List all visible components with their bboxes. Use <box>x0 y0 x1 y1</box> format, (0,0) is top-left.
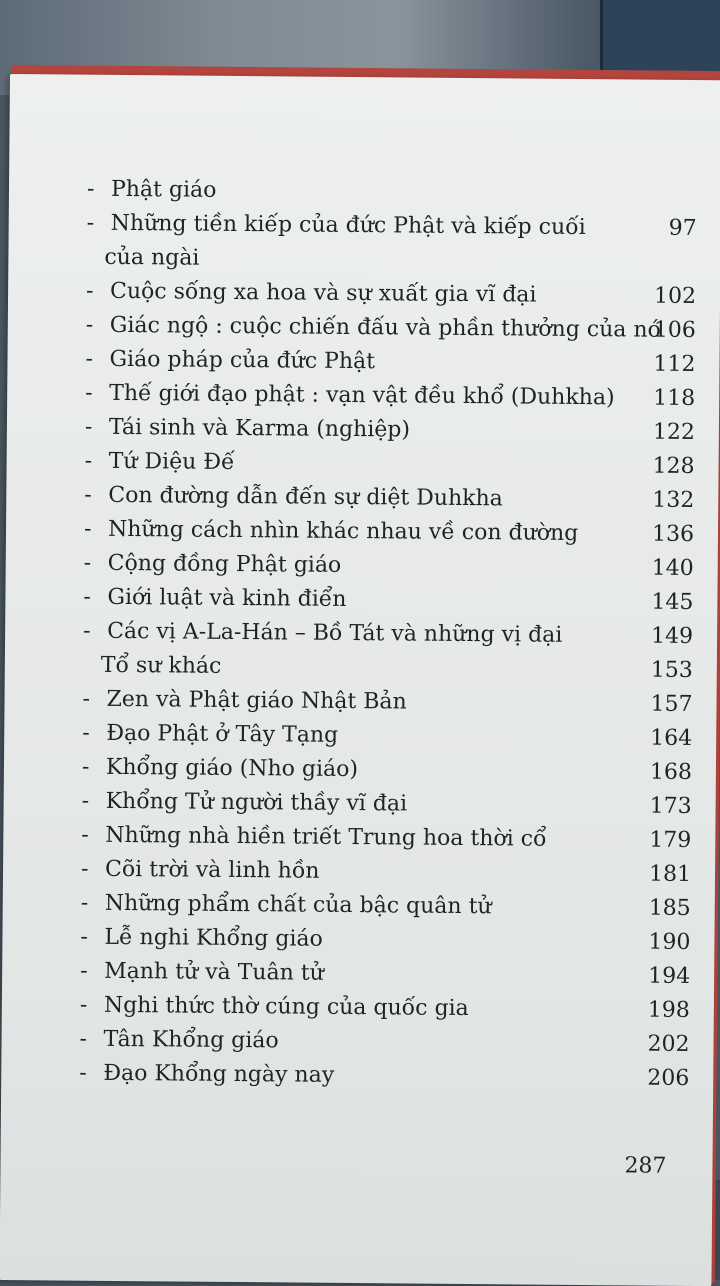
toc-dash: - <box>84 448 93 474</box>
toc-entry-page: 185 <box>648 895 691 921</box>
toc-entry-page: 118 <box>653 385 696 411</box>
toc-entry-page: 181 <box>648 861 692 887</box>
toc-entry <box>82 753 692 788</box>
toc-dash: - <box>85 380 93 406</box>
toc-entry-page: 153 <box>650 657 693 683</box>
toc-entry-title: Những nhà hiền triết Trung hoa thời cổ <box>105 822 547 852</box>
toc-entry <box>86 311 696 346</box>
toc-dash: - <box>80 924 89 950</box>
toc-dash: - <box>79 1060 87 1086</box>
toc-entry-title: Khổng Tử người thầy vĩ đại <box>105 788 408 817</box>
toc-entry-title: Mạnh tử và Tuân tử <box>104 958 324 986</box>
toc-dash: - <box>83 516 92 542</box>
toc-entry-title: Những tiền kiếp của đức Phật và kiếp cuối <box>110 210 586 241</box>
toc-dash: - <box>86 210 95 236</box>
toc-dash: - <box>85 346 94 372</box>
toc-dash: - <box>81 822 89 848</box>
toc-entry-page: 198 <box>647 997 690 1023</box>
toc-entry-title: của ngài <box>104 244 200 271</box>
toc-entry-title: Đạo Phật ở Tây Tạng <box>106 720 339 748</box>
toc-entry-page: 194 <box>648 963 691 989</box>
toc-entry-title: Những phẩm chất của bậc quân tử <box>104 890 492 920</box>
toc-entry-title: Cuộc sống xa hoa và sự xuất gia vĩ đại <box>109 278 537 308</box>
toc-dash: - <box>79 992 88 1018</box>
toc-entry-page: 190 <box>648 929 691 955</box>
toc-entry <box>82 685 692 720</box>
toc-entry-page: 128 <box>652 453 695 479</box>
toc-dash: - <box>83 584 91 610</box>
toc-entry-title: Đạo Khổng ngày nay <box>103 1060 335 1088</box>
toc-entry <box>84 515 694 550</box>
toc-entry-title: Khổng giáo (Nho giáo) <box>105 754 359 783</box>
toc-entry <box>81 889 691 924</box>
toc-dash: - <box>83 550 92 576</box>
toc-entry-title: Tứ Diệu Đế <box>108 448 235 475</box>
toc-entry-page: 149 <box>651 623 694 649</box>
toc-dash: - <box>83 618 91 644</box>
toc-entry-title: Cõi trời và linh hồn <box>104 856 320 884</box>
toc-entry-page: 206 <box>647 1065 690 1091</box>
toc-entry <box>85 379 695 414</box>
toc-entry <box>86 243 696 278</box>
toc-entry-title: Tái sinh và Karma (nghiệp) <box>108 414 411 443</box>
toc-entry-title: Con đường dẫn đến sự diệt Duhkha <box>108 482 503 512</box>
toc-entry-page: 145 <box>651 589 694 615</box>
page-number-folio: 287 <box>624 1153 667 1179</box>
toc-entry-title: Tổ sư khác <box>100 652 222 679</box>
toc-entry <box>87 209 697 244</box>
toc-entry-title: Giới luật và kinh điển <box>107 584 347 612</box>
toc-dash: - <box>82 720 90 746</box>
toc-entry-page: 112 <box>653 351 696 377</box>
toc-entry-title: Nghi thức thờ cúng của quốc gia <box>103 992 469 1022</box>
toc-entry-page: 164 <box>650 725 693 751</box>
toc-dash: - <box>80 890 89 916</box>
toc-entry <box>79 1025 689 1060</box>
toc-dash: - <box>84 414 93 440</box>
toc-entry-title: Những cách nhìn khác nhau về con đường <box>107 516 579 546</box>
toc-entry-title: Tân Khổng giáo <box>103 1026 279 1054</box>
toc-entry-page: 168 <box>649 759 693 785</box>
toc-entry <box>82 787 692 822</box>
toc-entry-title: Thế giới đạo phật : vạn vật đều khổ (Duhkha) <box>109 380 615 411</box>
table-of-contents <box>0 74 720 1286</box>
toc-entry-title: Cộng đồng Phật giáo <box>107 550 342 578</box>
toc-entry <box>83 651 693 686</box>
toc-entry-page: 140 <box>651 555 694 581</box>
toc-entry-title: Các vị A-La-Hán – Bồ Tát và những vị đại <box>107 618 563 648</box>
toc-entry <box>81 821 691 856</box>
toc-dash: - <box>82 686 91 712</box>
toc-entry-page: 122 <box>652 419 696 445</box>
background-book <box>600 0 720 70</box>
toc-entry-page: 136 <box>651 521 695 547</box>
toc-entry-page: 106 <box>653 317 696 343</box>
toc-entry-page: 132 <box>652 487 695 513</box>
toc-entry-page: 102 <box>653 283 697 309</box>
toc-entry-title: Giác ngộ : cuộc chiến đấu và phần thưởng của nó <box>109 312 661 343</box>
toc-entry <box>80 923 690 958</box>
toc-entry <box>82 719 692 754</box>
toc-dash: - <box>86 176 95 202</box>
toc-entry <box>84 481 694 516</box>
toc-entry-page: 202 <box>647 1031 690 1057</box>
toc-dash: - <box>81 754 90 780</box>
toc-entry <box>79 1059 689 1094</box>
toc-entry <box>85 345 695 380</box>
toc-dash: - <box>79 1026 88 1052</box>
toc-entry <box>86 277 696 312</box>
toc-entry-page: 157 <box>650 691 693 717</box>
toc-entry <box>83 617 693 652</box>
toc-entry <box>85 413 695 448</box>
toc-dash: - <box>85 312 94 338</box>
toc-entry <box>83 583 693 618</box>
book-page <box>0 74 720 1286</box>
toc-entry-page: 97 <box>668 215 697 241</box>
toc-entry-title: Zen và Phật giáo Nhật Bản <box>106 686 407 715</box>
toc-entry <box>87 175 697 210</box>
toc-dash: - <box>80 856 89 882</box>
toc-entry-title: Lễ nghi Khổng giáo <box>104 924 323 952</box>
toc-entry-page: 173 <box>649 793 692 819</box>
toc-entry-page: 179 <box>649 827 692 853</box>
toc-dash: - <box>80 958 88 984</box>
toc-entry-title: Giáo pháp của đức Phật <box>109 346 376 375</box>
toc-dash: - <box>85 278 94 304</box>
toc-dash: - <box>84 482 92 508</box>
toc-dash: - <box>81 788 90 814</box>
toc-entry <box>84 549 694 584</box>
toc-entry <box>81 855 691 890</box>
toc-entry <box>80 957 690 992</box>
toc-entry-title: Phật giáo <box>110 176 217 203</box>
toc-entry <box>84 447 694 482</box>
toc-entry <box>80 991 690 1026</box>
